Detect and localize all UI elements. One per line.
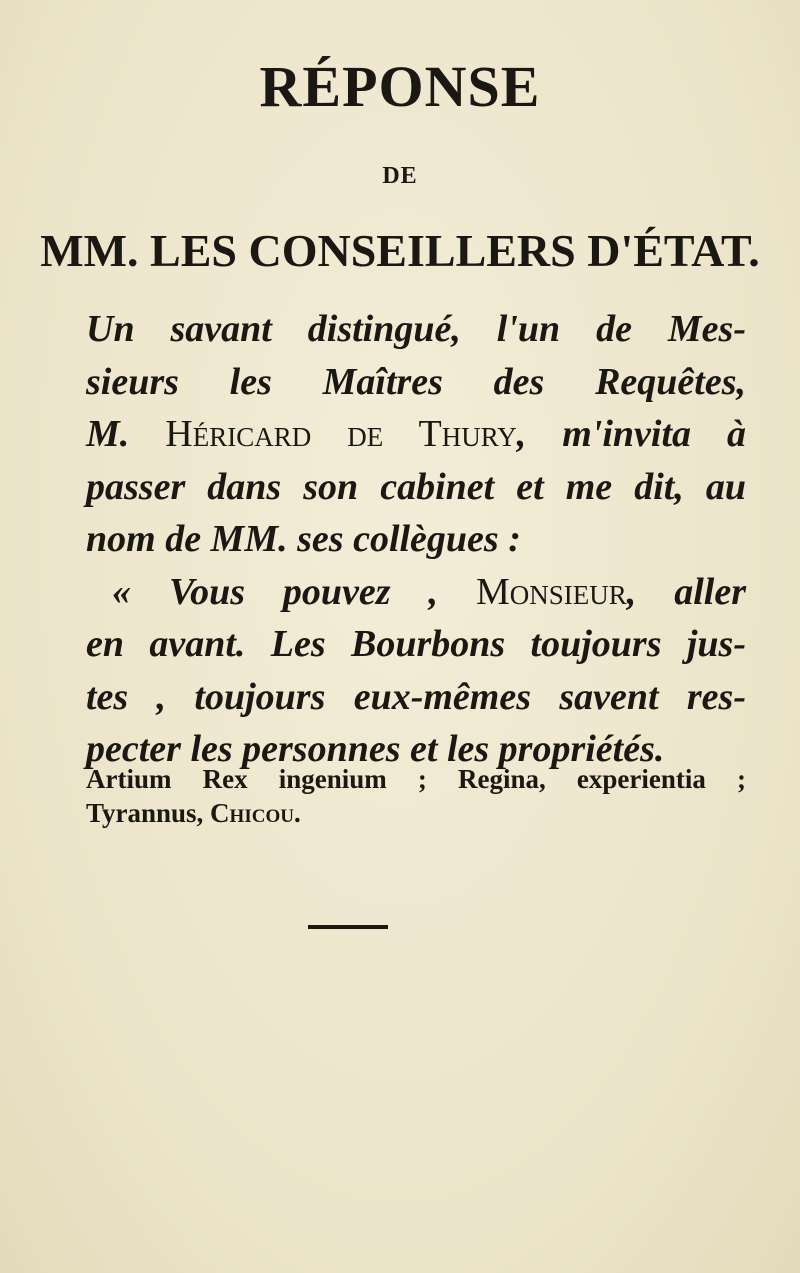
page-subtitle: MM. LES CONSEILLERS D'ÉTAT. (40, 225, 760, 276)
body-text-fragment: , aller (626, 570, 747, 613)
body-line: passer dans son cabinet et me dit, au (86, 465, 746, 508)
person-name: Héricard de Thury (165, 413, 517, 455)
body-line: nom de MM. ses collègues : (86, 518, 521, 560)
end-rule (308, 925, 388, 929)
epigraph (86, 762, 746, 830)
address-term: Monsieur (476, 570, 627, 613)
body-text-fragment: M. (86, 413, 130, 455)
body-line: tes , toujours eux-mêmes savent res- (86, 675, 746, 718)
page-title: RÉPONSE (259, 54, 541, 119)
epigraph-line (86, 796, 746, 830)
epigraph-author: Chicou. (210, 798, 301, 828)
epigraph-line: Artium Rex ingenium ; Regina, experientia ; (86, 764, 746, 794)
epigraph-text: Tyrannus, (86, 798, 204, 828)
body-line: en avant. Les Bourbons toujours jus- (86, 623, 746, 665)
title-connector: DE (382, 163, 418, 189)
body-line: pecter les personnes et les propriétés. (86, 728, 665, 770)
body-line: sieurs les Maîtres des Requêtes, (86, 360, 746, 403)
body-line (86, 566, 746, 619)
body-line (86, 408, 746, 461)
body-text-fragment: « Vous pouvez , (112, 570, 439, 613)
body-paragraph (86, 303, 746, 776)
body-text-fragment: , m'invita à (516, 413, 746, 455)
body-line: Un savant distingué, l'un de Mes- (86, 308, 746, 350)
